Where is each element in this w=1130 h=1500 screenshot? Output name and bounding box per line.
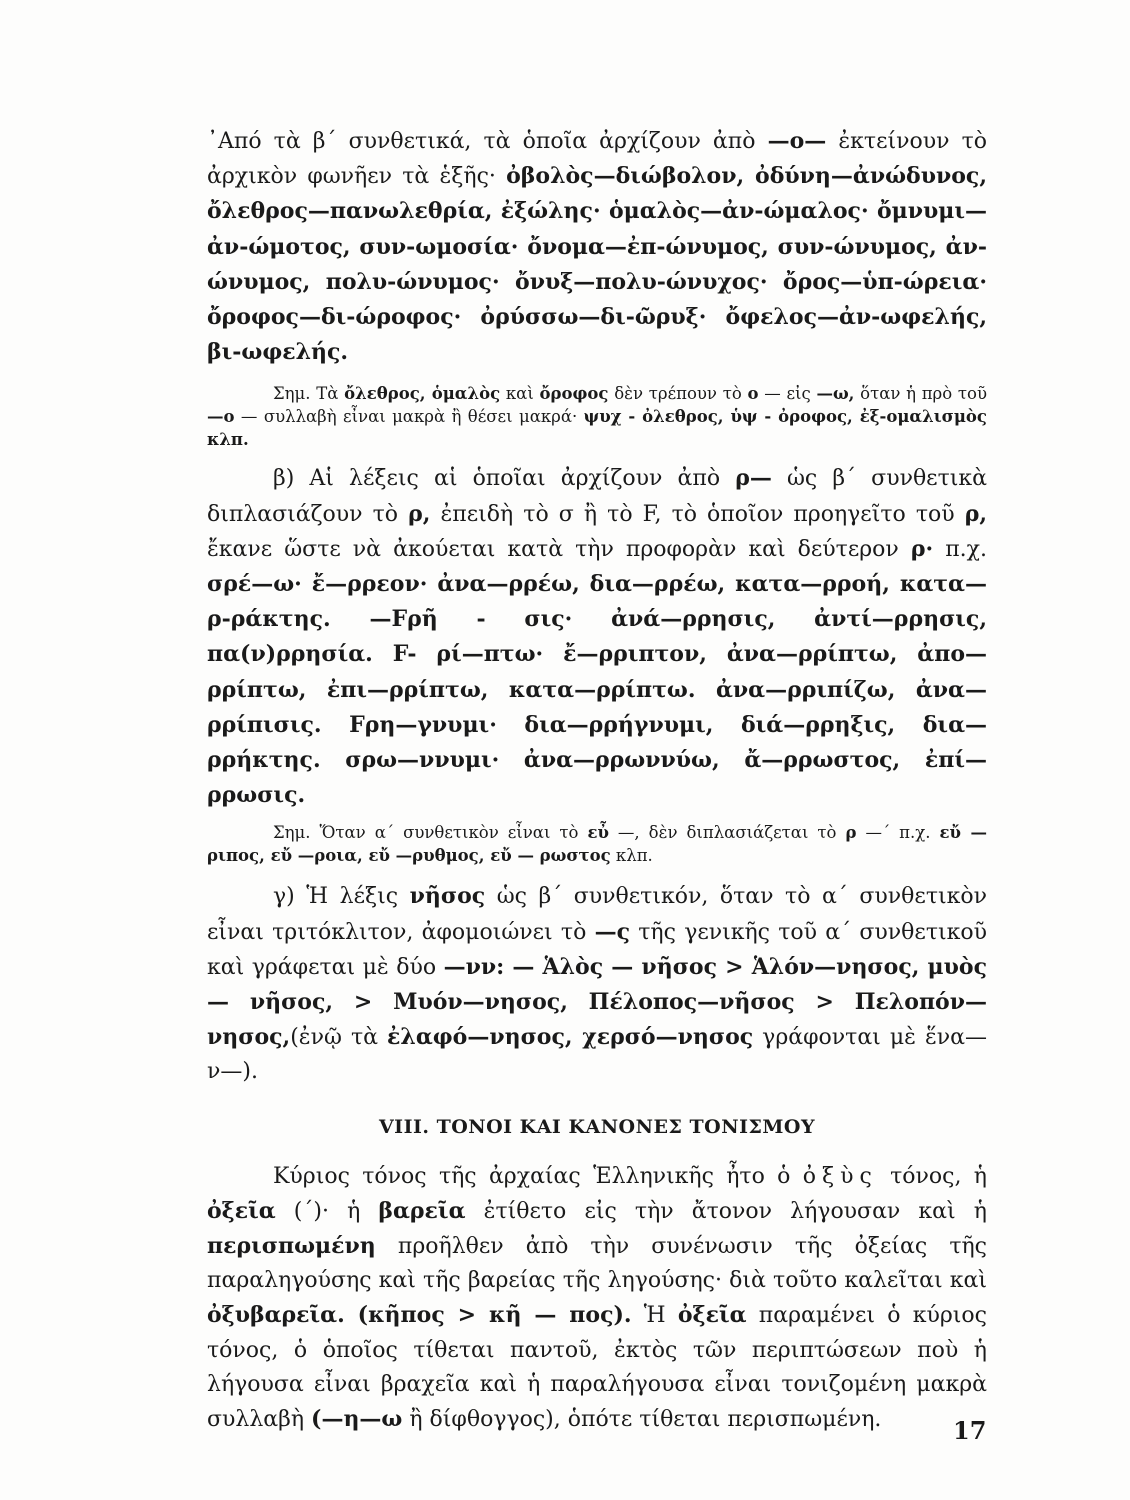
paragraph-accents: Κύριος τόνος τῆς ἀρχαίας Ἑλληνικῆς ἦτο ὁ ὀξὺς τόνος, ἡ ὀξεῖα (΄)· ἡ βαρεῖα ἐτίθετο εἰς τὴν ἄτονον λήγουσαν καὶ ἡ περισπωμένη προῆλθεν ἀπὸ τὴν συνένωσιν τῆς ὀξείας τῆς παραληγούσης καὶ τῆς βαρείας τῆς ληγούσης· διὰ τοῦτο καλεῖται καὶ ὀξυβαρεῖα. (κῆπος > κῆ — πος). Ἡ ὀξεῖα παραμένει ὁ κύριος τόνος, ὁ ὁποῖος τίθεται παντοῦ, ἐκτὸς τῶν περιπτώσεων ποὺ ἡ λήγουσα εἶναι βραχεῖα καὶ ἡ παραλήγουσα εἶναι τονιζομένη μακρὰ συλλαβὴ (—η—ω ἢ δίφθογγος), ὁπότε τίθεται περισπωμένη.	[207, 1163, 987, 1433]
page-number: 17	[953, 1416, 987, 1445]
note-exceptions-o: Σημ. Τὰ ὄλεθρος, ὁμαλὸς καὶ ὄροφος δὲν τρέπουν τὸ ο — εἰς —ω, ὅταν ἡ πρὸ τοῦ —ο — συλλαβὴ εἶναι μακρὰ ἢ θέσει μακρά· ψυχ - ὀλεθρος, ὑψ - ὀροφος, ἐξ-ομαλισμὸς κλπ.	[207, 384, 987, 450]
section-heading: VIII. ΤΟΝΟΙ ΚΑΙ ΚΑΝΟΝΕΣ ΤΟΝΙΣΜΟΥ	[378, 1115, 816, 1138]
paragraph-rho-doubling: β) Αἱ λέξεις αἱ ὁποῖαι ἀρχίζουν ἀπὸ ρ— ὡς β΄ συνθετικὰ διπλασιάζουν τὸ ρ, ἐπειδὴ τὸ σ ἢ τὸ F, τὸ ὁποῖον προηγεῖτο τοῦ ρ, ἔκανε ὥστε νὰ ἀκούεται κατὰ τὴν προφορὰν καὶ δεύτερον ρ· π.χ. σρέ—ω· ἔ—ρρεον· ἀνα—ρρέω, δια—ρρέω, κατα—ρροή, κατα—ρ-ράκτης. —Fρῆ - σις· ἀνά—ρρησις, ἀντί—ρρησις, πα(ν)ρρησία. F- ρί—πτω· ἔ—ρριπτον, ἀνα—ρρίπτω, ἀπο—ρρίπτω, ἐπι—ρρίπτω, κατα—ρρίπτω. ἀνα—ρριπίζω, ἀνα—ρρίπισις. Fρη—γνυμι· δια—ρρήγνυμι, διά—ρρηξις, δια—ρρήκτης. σρω—ννυμι· ἀνα—ρρωννύω, ἄ—ρρωστος, ἐπί—ρρωσις.	[207, 465, 987, 809]
text-block	[207, 124, 987, 1437]
paragraph-nesos: γ) Ἡ λέξις νῆσος ὡς β΄ συνθετικόν, ὅταν τὸ α΄ συνθετικὸν εἶναι τριτόκλιτον, ἀφομοιώνει τὸ —ς τῆς γενικῆς τοῦ α΄ συνθετικοῦ καὶ γράφεται μὲ δύο —νν: — Ἁλὸς — νῆσος > Ἁλόν—νησος, μυὸς — νῆσος, > Μυόν—νησος, Πέλοπος—νῆσος > Πελοπόν—νησος,(ἐνῷ τὰ ἐλαφό—νησος, χερσό—νησος γράφονται μὲ ἕνα—ν—).	[207, 883, 988, 1085]
note-eu-prefix: Σημ. Ὅταν α΄ συνθετικὸν εἶναι τὸ εὖ —, δὲν διπλασιάζεται τὸ ρ —΄ π.χ. εὔ — ριπος, εὔ —ροια, εὔ —ρυθμος, εὔ — ρωστος κλπ.	[207, 823, 987, 866]
paragraph-compounds-o: ᾿Από τὰ β΄ συνθετικά, τὰ ὁποῖα ἀρχίζουν ἀπὸ —ο— ἐκτείνουν τὸ ἀρχικὸν φωνῆεν τὰ ἑξῆς· ὀβολὸς—διώβολον, ὀδύνη—ἀνώδυνος, ὄλεθρος—πανωλεθρία, ἐξώλης· ὁμαλὸς—ἀν-ώμαλος· ὄμνυμι—ἀν-ώμοτος, συν-ωμοσία· ὄνομα—ἐπ-ώνυμος, συν-ώνυμος, ἀν-ώνυμος, πολυ-ώνυμος· ὄνυξ—πολυ-ώνυχος· ὄρος—ὑπ-ώρεια· ὄροφος—δι-ώροφος· ὀρύσσω—δι-ῶρυξ· ὄφελος—ἀν-ωφελής, βι-ωφελής.	[207, 128, 987, 366]
